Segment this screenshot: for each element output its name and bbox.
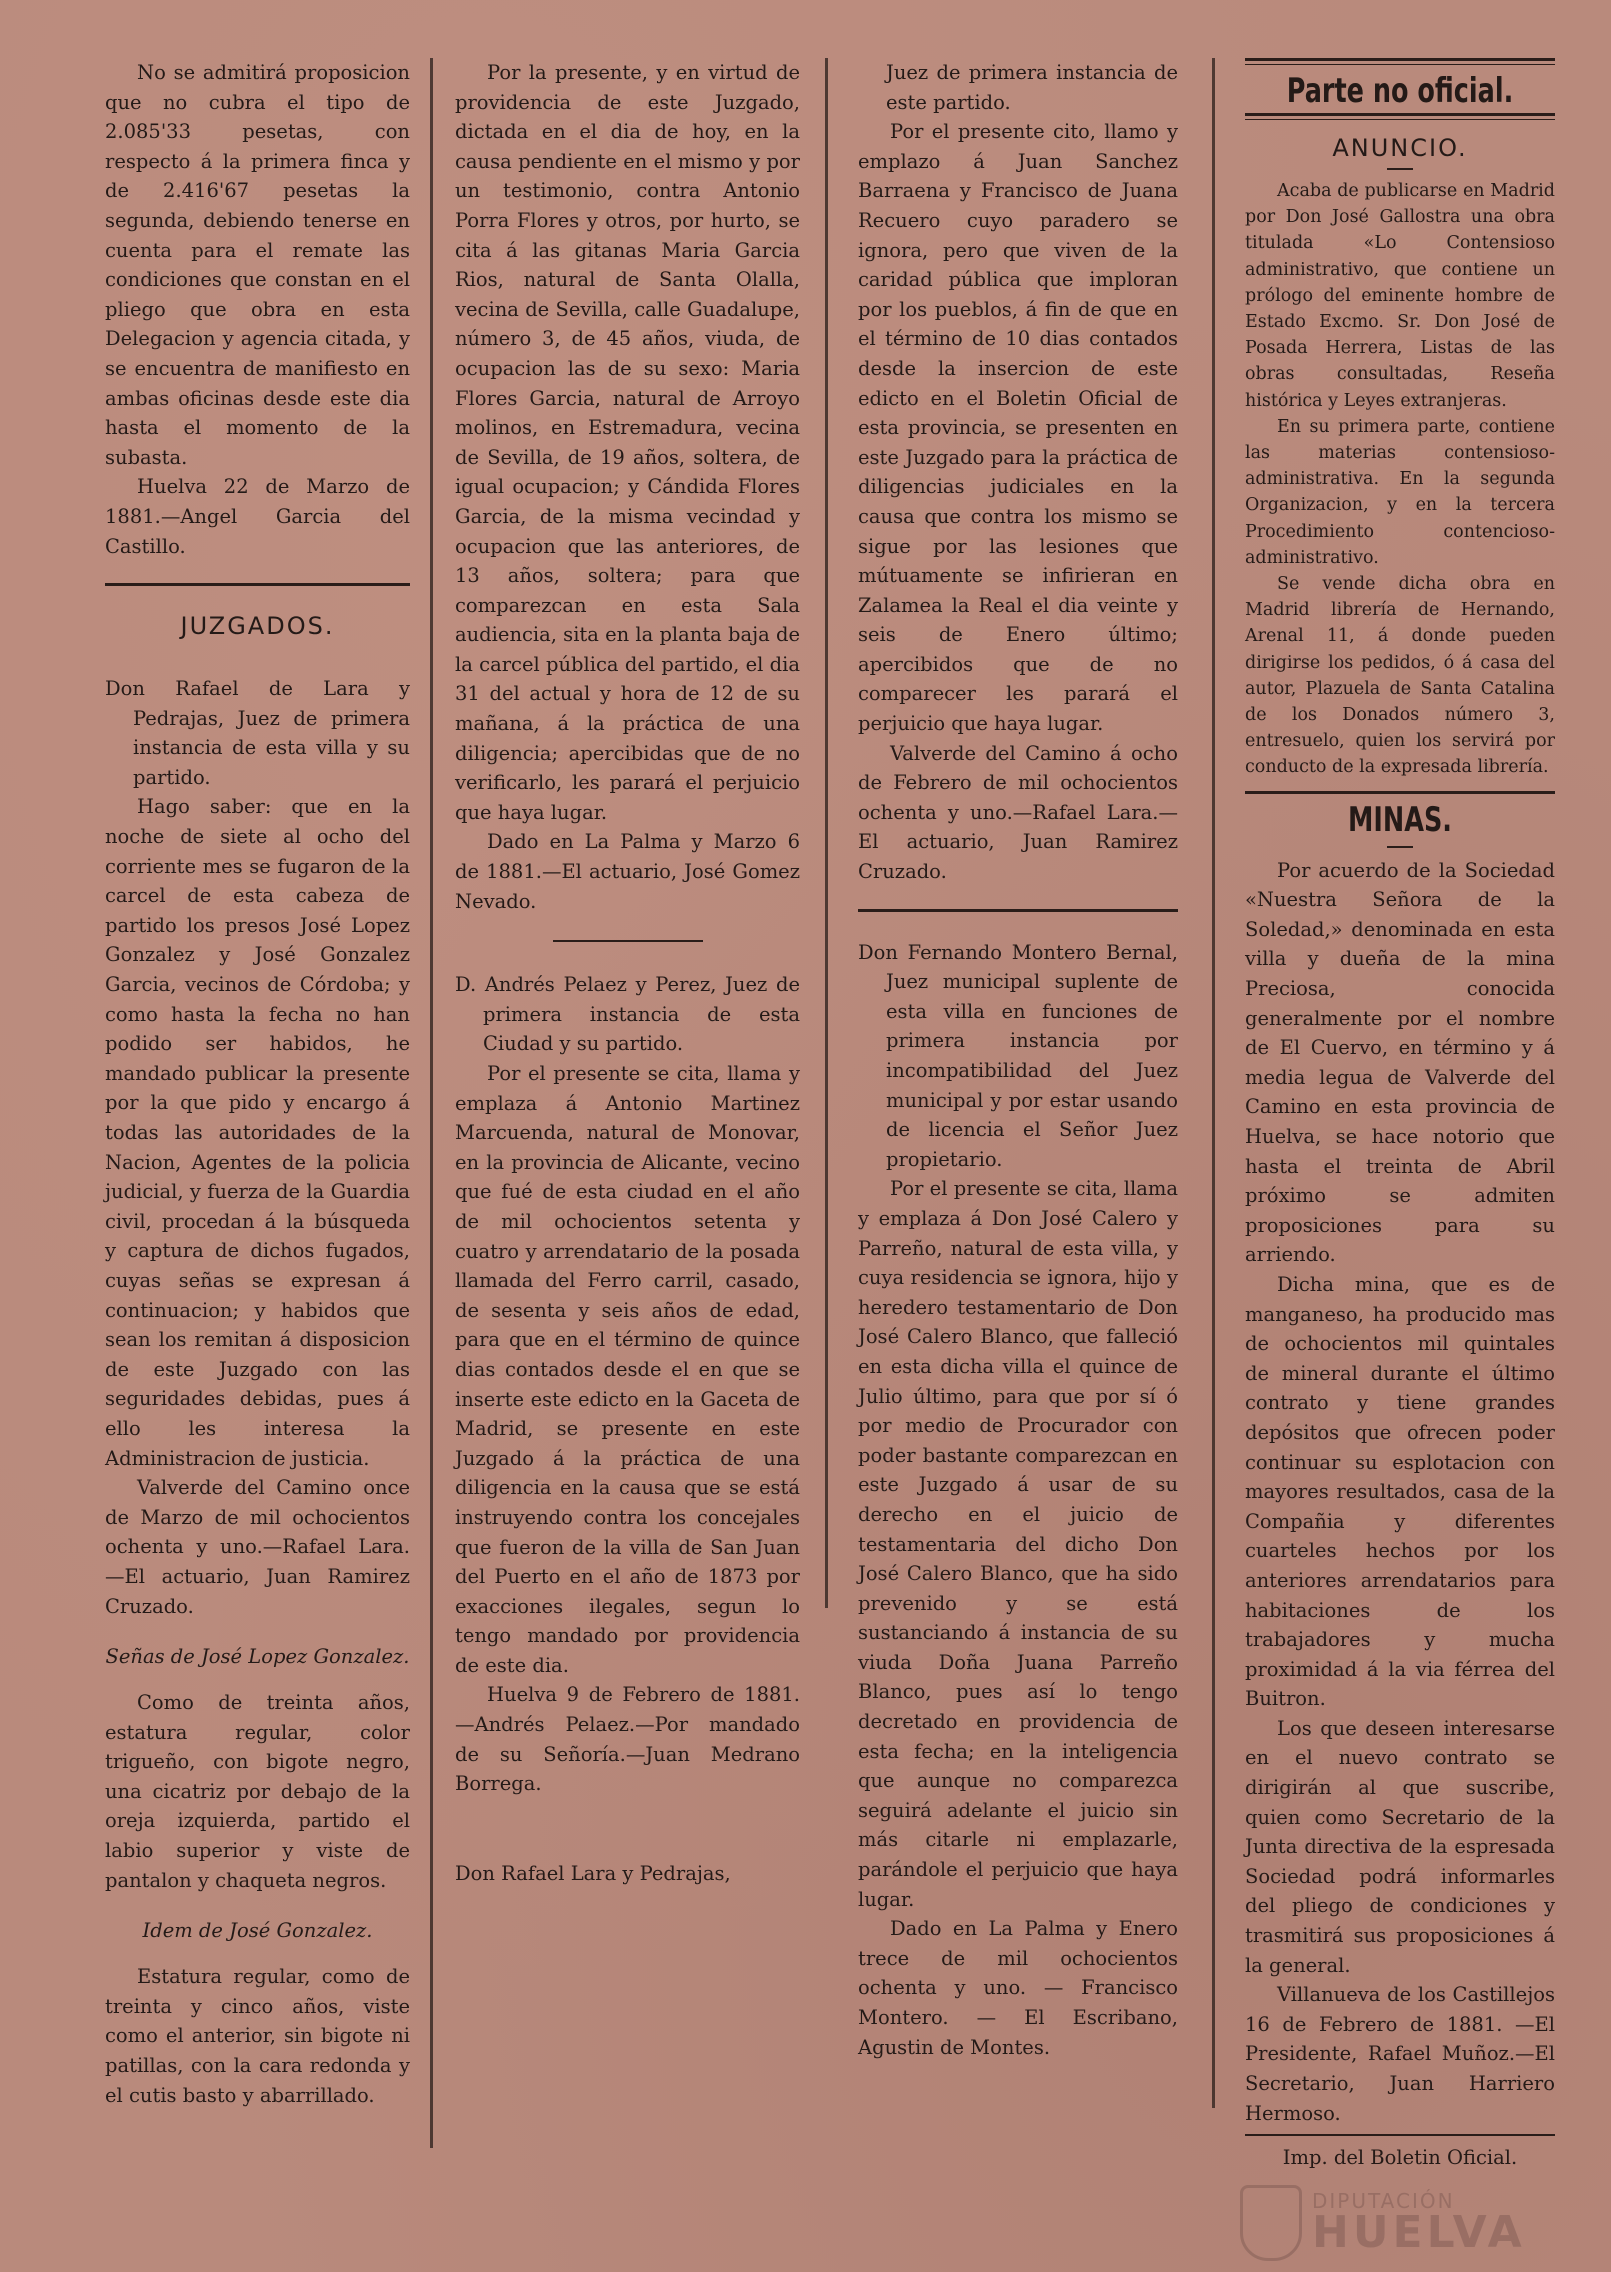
minas-text-1: Por acuerdo de la Sociedad «Nuestra Señora de la Soledad,» denominada en esta villa y dueña de la mina Preciosa, conocida generalmente por el nombre de El Cuervo, en término y á media legua de Valverde del Camino en esta provincia de Huelva, se hace notorio que hasta el treinta de Abril próximo se admiten proposiciones para su arriendo. [1245, 858, 1555, 1267]
minas-signature: Villanueva de los Castillejos 16 de Febrero de 1881. —El Presidente, Rafael Muñoz.—El Secretario, Juan Harriero Hermoso. [1245, 1983, 1555, 2125]
heading-dash [1387, 168, 1413, 170]
la-palma-summons-text: Por la presente, y en virtud de providencia de este Juzgado, dictada en el dia de hoy, en la causa pendiente en el mismo y por un testimonio, contra Antonio Porra Flores y otros, por hurto, se cita á las gitanas Maria Garcia Rios, natural de Santa Olalla, vecina de Sevilla, calle Guadalupe, número 3, de 45 años, viuda, de ocupacion las de su sexo: Maria Flores Garcia, natural de Arroyo molinos, en Estremadura, vecina de Sevilla, de 19 años, soltera, de igual ocupacion; y Cándida Flores Garcia, de la misma vecindad y ocupacion que las anteriores, de 13 años, soltera; para que comparezcan en esta Sala audiencia, sita en la planta baja de la carcel pública del partido, el dia 31 del actual y hora de 12 de su mañana, á la práctica de una diligencia; apercibidas que de no verificarlo, les parará el perjuicio que haya lugar. [455, 61, 801, 824]
auction-notice-signature: Huelva 22 de Marzo de 1881.—Angel Garcia del Castillo. [105, 475, 410, 558]
minas-text-2: Dicha mina, que es de manganeso, ha producido mas de ochocientos mil quintales de mineral durante el último contrato y tiene grandes depósitos que ofrecen poder continuar su esplotacion con mayores resultados, casa de la Compañia y diferentes cuarteles hechos por los anteriores arrendatarios para habitaciones de los trabajadores y mucha proximidad á la via férrea del Buitron. [1245, 1272, 1555, 1711]
escape-notice-text: Hago saber: que en la noche de siete al ocho del corriente mes se fugaron de la carcel de esta cabeza de partido los presos José Lopez Gonzalez y José Gonzalez Garcia, vecinos de Córdoba; y como hasta la fecha no han podido ser habidos, he mandado publicar la presente por la que pido y encargo á todas las autoridades de la Nacion, Agentes de la policia judicial, y fuerza de la Guardia civil, procedan á la búsqueda y captura de dichos fugados, cuyas señas se expresan á continuacion; y habidos que sean los remitan á disposicion de este Juzgado con las seguridades debidas, pues á ello les interesa la Administracion de justicia. [105, 795, 410, 1470]
column-4 [1245, 58, 1555, 2169]
auction-notice-text: No se admitirá proposicion que no cubra el tipo de 2.085'33 pesetas, con respecto á la primera finca y de 2.416'67 pesetas la segunda, debiendo tenerse en cuenta para el remate las condiciones que constan en el pliego que obra en esta Delegacion y agencia citada, y se encuentra de manifiesto en ambas oficinas desde este dia hasta el momento de la subasta. [105, 61, 410, 469]
column-rule-1 [430, 58, 433, 2148]
section-divider-col3 [858, 909, 1178, 912]
short-divider [553, 940, 703, 942]
escape-notice-signature: Valverde del Camino once de Marzo de mil ochocientos ochenta y uno.—Rafael Lara. —El actuario, Juan Ramirez Cruzado. [105, 1476, 410, 1618]
parte-no-oficial-title: Parte no oficial. [1286, 71, 1514, 111]
section-top-rule [1245, 58, 1555, 65]
anuncio-text-3: Se vende dicha obra en Madrid librería de Hernando, Arenal 11, á donde pueden dirigirse los pedidos, ó á casa del autor, Plazuela de Santa Catalina de los Donados número 3, entresuelo, quien los servirá por conducto de la expresada librería. [1245, 574, 1555, 778]
description-heading-lopez: Señas de José Lopez Gonzalez. [105, 1645, 410, 1669]
calero-summons-signature: Dado en La Palma y Enero trece de mil ochocientos ochenta y uno. — Francisco Montero. — El Escribano, Agustin de Montes. [858, 1917, 1178, 2059]
valverde-summons-text: Por el presente cito, llamo y emplazo á Juan Sanchez Barraena y Francisco de Juana Recuero cuyo paradero se ignora, pero que viven de la caridad pública que imploran por los pueblos, á fin de que en el término de 10 dias contados desde la insercion de este edicto en el Boletin Oficial de esta provincia, se presenten en este Juzgado para la práctica de diligencias judiciales en la causa que contra los mismo se sigue por las lesiones que mútuamente se infirieran en Zalamea la Real el dia veinte y seis de Enero último; apercibidos que de no comparecer les parará el perjuicio que haya lugar. [858, 120, 1178, 736]
valverde-judge-intro-end: Juez de primera instancia de este partido. [886, 61, 1178, 114]
imprint-rule [1245, 2134, 1555, 2136]
column-rule-3 [1212, 58, 1215, 2108]
description-heading-gonzalez: Idem de José Gonzalez. [142, 1919, 373, 1943]
column-2 [455, 58, 800, 1888]
anuncio-text-2: En su primera parte, contiene las materias contensioso-administrativa. En la segunda Organizacion, y en la tercera Procedimiento contencioso-administrativo. [1245, 416, 1555, 568]
imprint: Imp. del Boletin Oficial. [1282, 2146, 1518, 2170]
section-divider-col4 [1245, 791, 1555, 794]
anuncio-heading: ANUNCIO. [1332, 134, 1468, 162]
column-3 [858, 58, 1178, 2062]
huelva-summons-signature: Huelva 9 de Febrero de 1881.—Andrés Pelaez.—Por mandado de su Señoría.—Juan Medrano Borrega. [455, 1683, 800, 1796]
huelva-summons-text: Por el presente se cita, llama y emplaza á Antonio Martinez Marcuenda, natural de Monovar, en la provincia de Alicante, vecino que fué de esta ciudad en el año de mil ochocientos setenta y cuatro y arrendatario de la posada llamada del Ferro carril, casado, de sesenta y seis años de edad, para que en el término de quince dias contados desde el en que se inserte este edicto en la Gaceta de Madrid, se presente en este Juzgado á la práctica de una diligencia en la causa que se está instruyendo contra los concejales que fueron de la villa de San Juan del Puerto en el año de 1873 por exacciones ilegales, segun lo tengo mandado por providencia de este dia. [455, 1062, 800, 1677]
minas-text-3: Los que deseen interesarse en el nuevo contrato se dirigirán al que suscribe, quien como Secretario de la Junta directiva de la espresada Sociedad podrá informarles del pliego de condiciones y trasmitirá sus proposiciones á la general. [1245, 1716, 1555, 1977]
column-1 [105, 58, 410, 2110]
minas-dash [1387, 846, 1413, 848]
section-divider [105, 583, 410, 586]
archive-watermark [1240, 2180, 1600, 2265]
column-rule-2 [825, 58, 828, 1608]
juzgados-heading: JUZGADOS. [180, 612, 335, 641]
seal-icon [1240, 2185, 1302, 2261]
description-gonzalez: Estatura regular, como de treinta y cinco años, viste como el anterior, sin bigote ni patillas, con la cara redonda y el cutis basto y abarrillado. [105, 1965, 410, 2107]
huelva-judge-intro: D. Andrés Pelaez y Perez, Juez de primera instancia de esta Ciudad y su partido. [455, 973, 800, 1056]
watermark-line2: HUELVA [1312, 2206, 1526, 2258]
section-bottom-rule [1245, 113, 1555, 120]
description-lopez: Como de treinta años, estatura regular, color trigueño, con bigote negro, una cicatriz por debajo de la oreja izquierda, partido el labio superior y viste de pantalon y chaqueta negros. [105, 1691, 410, 1892]
anuncio-text-1: Acaba de publicarse en Madrid por Don José Gallostra una obra titulada «Lo Contensioso administrativo, que contiene un prólogo del eminente hombre de Estado Excmo. Sr. Don José de Posada Herrera, Listas de las obras consultadas, Reseña histórica y Leyes extranjeras. [1245, 181, 1555, 411]
valverde-summons-signature: Valverde del Camino á ocho de Febrero de mil ochocientos ochenta y uno.—Rafael Lara.—El actuario, Juan Ramirez Cruzado. [858, 741, 1178, 884]
valverde-judge-intro-start: Don Rafael Lara y Pedrajas, [455, 1861, 731, 1885]
la-palma-summons-signature: Dado en La Palma y Marzo 6 de 1881.—El actuario, José Gomez Nevado. [455, 830, 800, 913]
judge-intro: Don Rafael de Lara y Pedrajas, Juez de primera instancia de esta villa y su partido. [105, 677, 410, 789]
montero-judge-intro: Don Fernando Montero Bernal, Juez municipal suplente de esta villa en funciones de primera instancia por incompatibilidad del Juez municipal y por estar usando de licencia el Señor Juez propietario. [858, 940, 1178, 1171]
minas-title: MINAS. [1348, 799, 1452, 840]
watermark-line1: DIPUTACIÓN [1312, 2188, 1455, 2213]
calero-summons-text: Por el presente se cita, llama y emplaza á Don José Calero y Parreño, natural de esta villa, y cuya residencia se ignora, hijo y heredero testamentario de Don José Calero Blanco, que falleció en esta dicha villa el quince de Julio último, para que por sí ó por medio de Procurador con poder bastante comparezcan en este Juzgado á usar de su derecho en el juicio de testamentaria del dicho Don José Calero Blanco, que ha sido prevenido y se está sustanciando á instancia de su viuda Doña Juana Parreño Blanco, pues así lo tengo decretado en providencia de esta fecha; en la inteligencia que aunque no comparezca seguirá adelante el juicio sin más citarle ni emplazarle, parándole el perjuicio que haya lugar. [858, 1177, 1178, 1911]
